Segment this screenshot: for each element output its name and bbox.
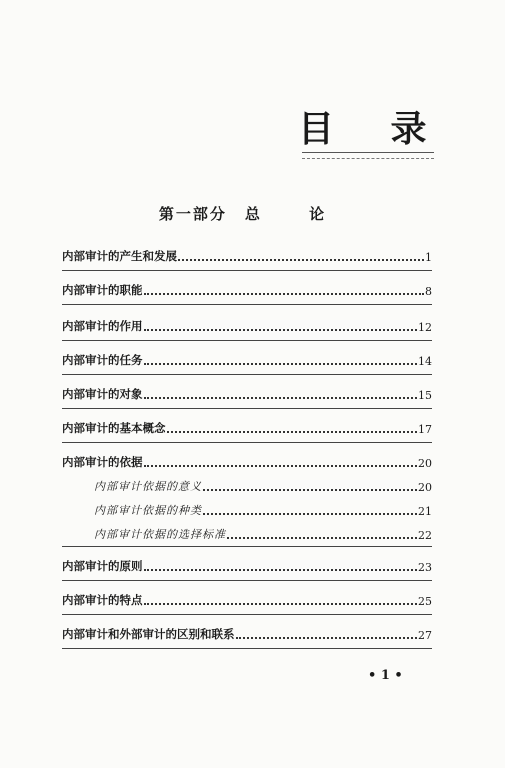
leader-dots: [178, 259, 424, 261]
page-number: • 1 •: [368, 668, 403, 683]
part-label: 第一部分: [158, 205, 227, 223]
toc-entry-page: 1: [425, 251, 432, 264]
leader-dots: [167, 431, 418, 433]
toc-entry-page: 12: [418, 321, 432, 334]
toc-entry-label: 内部审计的特点: [62, 593, 143, 607]
toc-entry: [62, 588, 432, 608]
entry-separator: [62, 270, 432, 271]
toc-entry-label: 内部审计和外部审计的区别和联系: [62, 627, 235, 641]
part-subtitle: 总 论: [244, 205, 347, 223]
leader-dots: [144, 363, 418, 365]
toc-entry: [62, 382, 432, 402]
toc-entry: [62, 244, 432, 264]
toc-entry-page: 27: [418, 629, 432, 642]
toc-entry-label: 内部审计的依据: [62, 455, 143, 469]
page-title: 目 录: [298, 109, 449, 150]
toc-subentry-page: 22: [418, 529, 432, 542]
toc-subentry: [94, 522, 432, 542]
toc-entry-label: 内部审计的基本概念: [62, 421, 166, 435]
leader-dots: [203, 513, 417, 515]
leader-dots: [144, 397, 418, 399]
toc-entry-page: 14: [418, 355, 432, 368]
toc-subentry: [94, 498, 432, 518]
toc-subentry-page: 20: [418, 481, 432, 494]
toc-entry-page: 15: [418, 389, 432, 402]
entry-separator: [62, 442, 432, 443]
leader-dots: [203, 489, 417, 491]
toc-entry: [62, 554, 432, 574]
leader-dots: [144, 603, 418, 605]
leader-dots: [227, 537, 417, 539]
toc-entry: [62, 622, 432, 642]
toc-entry: [62, 278, 432, 298]
toc-entry-label: 内部审计的任务: [62, 353, 143, 367]
leader-dots: [236, 637, 418, 639]
entry-separator: [62, 648, 432, 649]
toc-entry-label: 内部审计的对象: [62, 387, 143, 401]
toc-subentry-page: 21: [418, 505, 432, 518]
toc-entry-label: 内部审计的原则: [62, 559, 143, 573]
leader-dots: [144, 329, 418, 331]
toc-entry: [62, 450, 432, 470]
leader-dots: [144, 569, 418, 571]
toc-subentry-label: 内部审计依据的种类: [94, 504, 202, 517]
toc-subentry-label: 内部审计依据的意义: [94, 480, 202, 493]
entry-separator: [62, 304, 432, 305]
toc-entry-page: 23: [418, 561, 432, 574]
leader-dots: [144, 465, 418, 467]
entry-separator: [62, 580, 432, 581]
toc-entry-label: 内部审计的产生和发展: [62, 249, 177, 263]
title-underline: [302, 152, 434, 159]
toc-entry: [62, 416, 432, 436]
toc-entry: [62, 314, 432, 334]
entry-separator: [62, 340, 432, 341]
toc-entry-label: 内部审计的职能: [62, 283, 143, 297]
toc-entry-page: 17: [418, 423, 432, 436]
part-heading: [0, 203, 505, 224]
toc-entry-page: 25: [418, 595, 432, 608]
entry-separator: [62, 614, 432, 615]
toc-subentry: [94, 474, 432, 494]
entry-separator: [62, 374, 432, 375]
leader-dots: [144, 293, 425, 295]
toc-entry-page: 8: [425, 285, 432, 298]
toc-entry-page: 20: [418, 457, 432, 470]
toc-entry: [62, 348, 432, 368]
entry-separator: [62, 408, 432, 409]
toc-subentry-label: 内部审计依据的选择标准: [94, 528, 226, 541]
entry-separator: [62, 546, 432, 547]
toc-entry-label: 内部审计的作用: [62, 319, 143, 333]
